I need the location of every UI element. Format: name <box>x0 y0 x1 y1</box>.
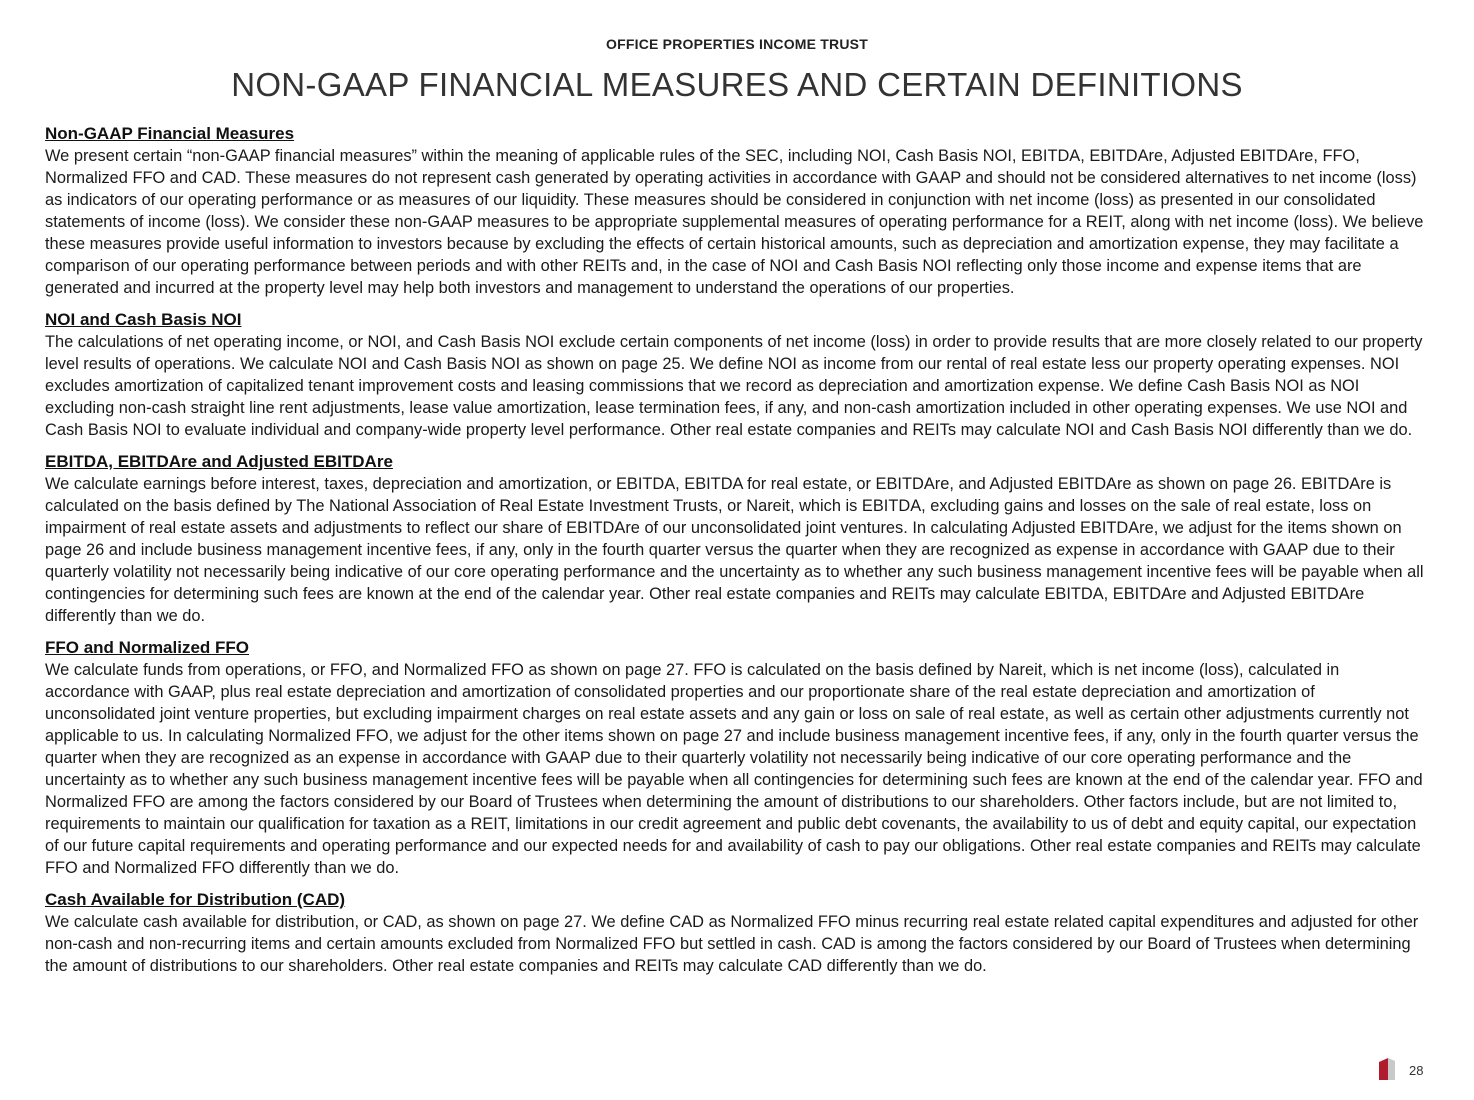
section-body: We calculate earnings before interest, taxes, depreciation and amortization, or EBITDA, EBITDA for real estate, or EBITDAre, and Adjusted EBITDAre as shown on page 26. EBITDAre is calculated on the basis defined by The National Association of Real Estate Investment Trusts, or Nareit, which is EBITDA, excluding gains and losses on the sale of real estate, loss on impairment of real estate assets and adjustments to reflect our share of EBITDAre of our unconsolidated joint ventures. In calculating Adjusted EBITDAre, we adjust for the items shown on page 26 and include business management incentive fees, if any, only in the fourth quarter versus the quarter when they are recognized as expense in accordance with GAAP due to their quarterly volatility not necessarily being indicative of our core operating performance and the uncertainty as to whether any such business management incentive fees will be payable when all contingencies for determining such fees are known at the end of the calendar year. Other real estate companies and REITs may calculate EBITDA, EBITDAre and Adjusted EBITDAre differently than we do. <box>45 475 1424 625</box>
section-heading: FFO and Normalized FFO <box>45 638 250 657</box>
section-ebitda <box>45 451 1425 627</box>
section-heading: EBITDA, EBITDAre and Adjusted EBITDAre <box>45 452 393 471</box>
section-ffo <box>45 637 1425 879</box>
section-heading: Non-GAAP Financial Measures <box>45 124 295 143</box>
section-body: We calculate funds from operations, or FFO, and Normalized FFO as shown on page 27. FFO is calculated on the basis defined by Nareit, which is net income (loss), calculated in accordance with GAAP, plus real estate depreciation and amortization of consolidated properties and our proportionate share of the real estate depreciation and amortization of unconsolidated joint venture properties, but excluding impairment charges on real estate assets and any gain or loss on sale of real estate, as well as certain other adjustments currently not applicable to us. In calculating Normalized FFO, we adjust for the other items shown on page 27 and include business management incentive fees, if any, only in the fourth quarter versus the quarter when they are recognized as an expense in accordance with GAAP due to their quarterly volatility not necessarily being indicative of our core operating performance and the uncertainty as to whether any such business management incentive fees will be payable when all contingencies for determining such fees are known at the end of the calendar year. FFO and Normalized FFO are among the factors considered by our Board of Trustees when determining the amount of distributions to our shareholders. Other factors include, but are not limited to, requirements to maintain our qualification for taxation as a REIT, limitations in our credit agreement and public debt covenants, the availability to us of debt and equity capital, our expectation of our future capital requirements and operating performance and our expected needs for and availability of cash to pay our obligations. Other real estate companies and REITs may calculate FFO and Normalized FFO differently than we do. <box>45 661 1423 877</box>
section-cad <box>45 889 1425 977</box>
section-body: We calculate cash available for distribution, or CAD, as shown on page 27. We define CAD as Normalized FFO minus recurring real estate related capital expenditures and adjusted for other non-cash and non-recurring items and certain amounts excluded from Normalized FFO but settled in cash. CAD is among the factors considered by our Board of Trustees when determining the amount of distributions to our shareholders. Other real estate companies and REITs may calculate CAD differently than we do. <box>45 913 1419 975</box>
section-heading: NOI and Cash Basis NOI <box>45 310 242 329</box>
company-name: OFFICE PROPERTIES INCOME TRUST <box>606 36 868 52</box>
page-title: NON-GAAP FINANCIAL MEASURES AND CERTAIN DEFINITIONS <box>231 66 1243 103</box>
company-logo-icon <box>1379 1058 1395 1080</box>
section-noi <box>45 309 1425 441</box>
page-number: 28 <box>1409 1063 1424 1078</box>
content <box>45 123 1425 987</box>
section-non-gaap-measures <box>45 123 1425 299</box>
section-body: We present certain “non-GAAP financial measures” within the meaning of applicable rules of the SEC, including NOI, Cash Basis NOI, EBITDA, EBITDAre, Adjusted EBITDAre, FFO, Normalized FFO and CAD. These measures do not represent cash generated by operating activities in accordance with GAAP and should not be considered alternatives to net income (loss) as indicators of our operating performance or as measures of our liquidity. These measures should be considered in conjunction with net income (loss) as presented in our consolidated statements of income (loss). We consider these non-GAAP measures to be appropriate supplemental measures of operating performance for a REIT, along with net income (loss). We believe these measures provide useful information to investors because by excluding the effects of certain historical amounts, such as depreciation and amortization expense, they may facilitate a comparison of our operating performance between periods and with other REITs and, in the case of NOI and Cash Basis NOI reflecting only those income and expense items that are generated and incurred at the property level may help both investors and management to understand the operations of our properties. <box>45 147 1424 297</box>
section-heading: Cash Available for Distribution (CAD) <box>45 890 346 909</box>
section-body: The calculations of net operating income, or NOI, and Cash Basis NOI exclude certain components of net income (loss) in order to provide results that are more closely related to our property level results of operations. We calculate NOI and Cash Basis NOI as shown on page 25. We define NOI as income from our rental of real estate less our property operating expenses. NOI excludes amortization of capitalized tenant improvement costs and leasing commissions that we record as depreciation and amortization expense. We define Cash Basis NOI as NOI excluding non-cash straight line rent adjustments, lease value amortization, lease termination fees, if any, and non-cash amortization included in other operating expenses. We use NOI and Cash Basis NOI to evaluate individual and company-wide property level performance. Other real estate companies and REITs may calculate NOI and Cash Basis NOI differently than we do. <box>45 333 1423 439</box>
